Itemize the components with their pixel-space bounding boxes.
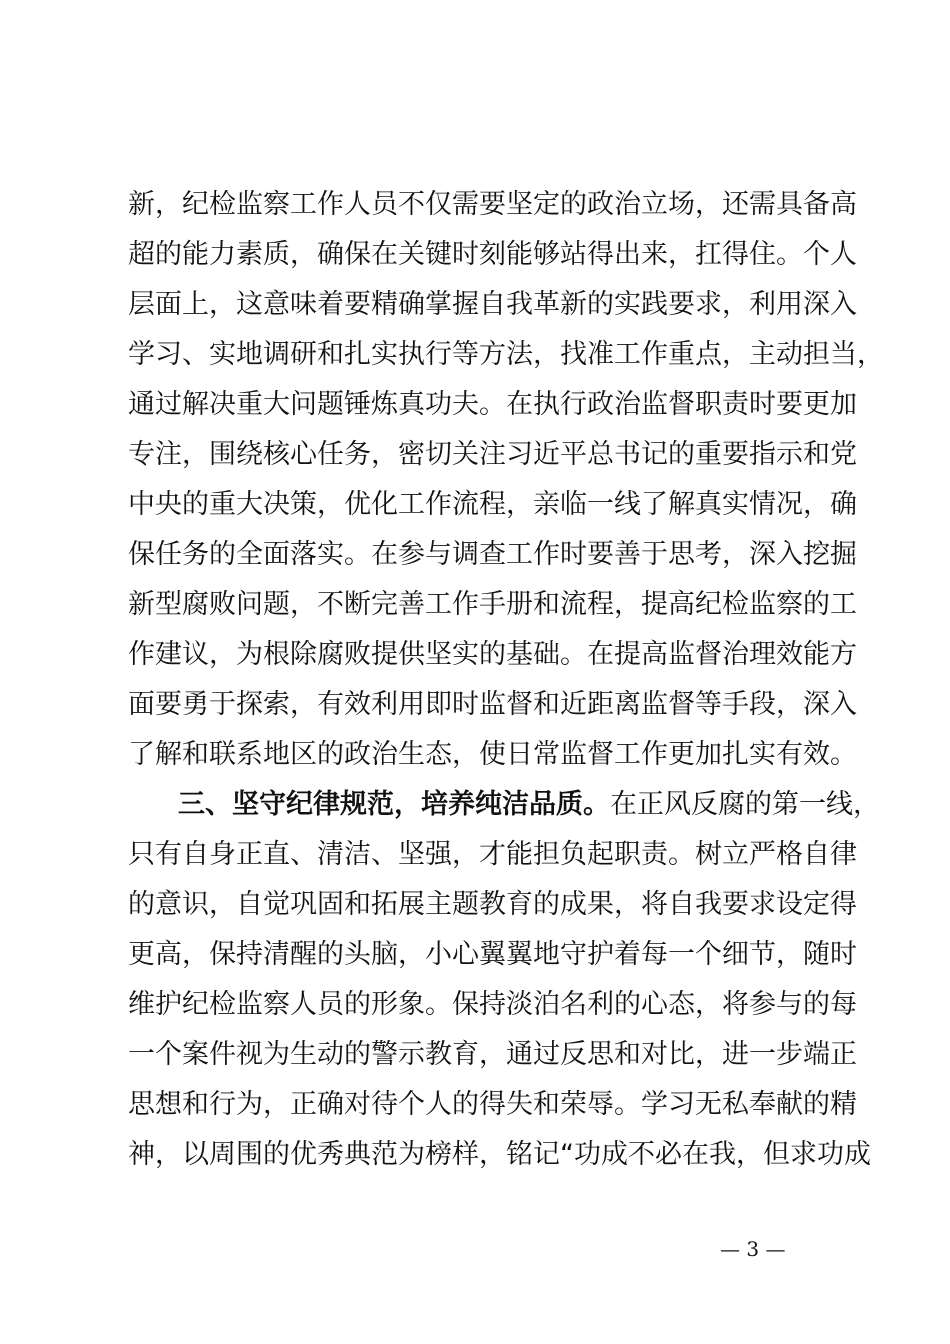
- text-line: 层面上，这意味着要精确掌握自我革新的实践要求，利用深入: [128, 289, 857, 320]
- page-number: — 3 —: [720, 1237, 786, 1261]
- text-line: 新，纪检监察工作人员不仅需要坚定的政治立场，还需具备高: [128, 189, 857, 220]
- text-line: 维护纪检监察人员的形象。保持淡泊名利的心态，将参与的每: [128, 989, 857, 1020]
- text-line: 神，以周围的优秀典范为榜样，铭记“功成不必在我，但求功成: [128, 1139, 871, 1170]
- heading-line: [128, 780, 880, 830]
- text-line: 一个案件视为生动的警示教育，通过反思和对比，进一步端正: [128, 1039, 857, 1070]
- paragraph: [128, 180, 884, 780]
- paragraph: [128, 780, 880, 1180]
- section-heading: 三、坚守纪律规范，培养纯洁品质。: [178, 789, 610, 820]
- text-line: 了解和联系地区的政治生态，使日常监督工作更加扎实有效。: [128, 739, 857, 770]
- text-line: 思想和行为，正确对待个人的得失和荣辱。学习无私奉献的精: [128, 1089, 857, 1120]
- text-line: 只有自身正直、清洁、坚强，才能担负起职责。树立严格自律: [128, 839, 857, 870]
- text-line: 超的能力素质，确保在关键时刻能够站得出来，扛得住。个人: [128, 239, 857, 270]
- heading-line-text: 在正风反腐的第一线，: [610, 789, 880, 820]
- text-line: 中央的重大决策，优化工作流程，亲临一线了解真实情况，确: [128, 489, 857, 520]
- text-line: 作建议，为根除腐败提供坚实的基础。在提高监督治理效能方: [128, 639, 857, 670]
- text-line: 更高，保持清醒的头脑，小心翼翼地守护着每一个细节，随时: [128, 939, 857, 970]
- text-line: 保任务的全面落实。在参与调查工作时要善于思考，深入挖掘: [128, 539, 857, 570]
- text-line: 专注，围绕核心任务，密切关注习近平总书记的重要指示和党: [128, 439, 857, 470]
- text-line: 面要勇于探索，有效利用即时监督和近距离监督等手段，深入: [128, 689, 857, 720]
- text-line: 学习、实地调研和扎实执行等方法，找准工作重点，主动担当，: [128, 339, 884, 370]
- document-body: [128, 180, 884, 1180]
- text-line: 通过解决重大问题锤炼真功夫。在执行政治监督职责时要更加: [128, 389, 857, 420]
- text-line: 的意识，自觉巩固和拓展主题教育的成果，将自我要求设定得: [128, 889, 857, 920]
- text-line: 新型腐败问题，不断完善工作手册和流程，提高纪检监察的工: [128, 589, 857, 620]
